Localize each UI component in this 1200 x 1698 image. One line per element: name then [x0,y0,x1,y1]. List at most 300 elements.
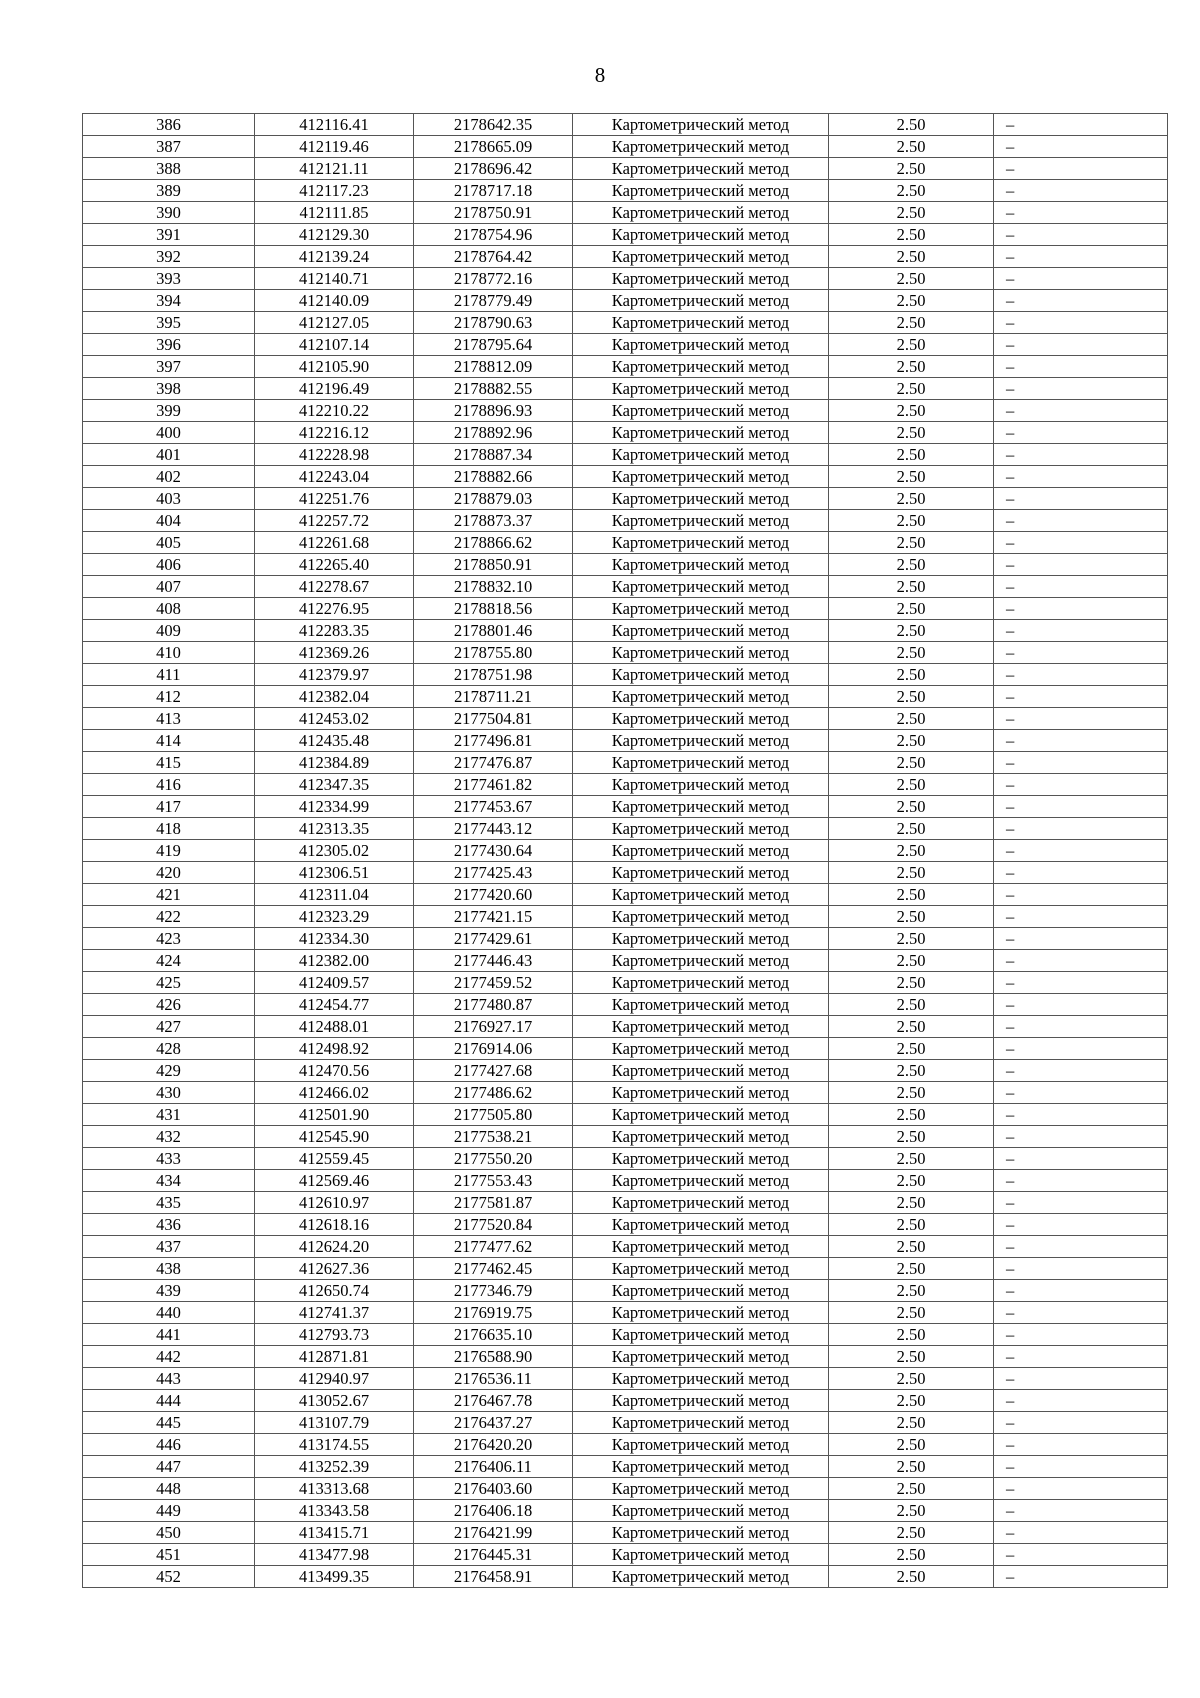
note-cell: – [994,1346,1168,1368]
method-cell: Картометрический метод [573,1170,829,1192]
method-cell: Картометрический метод [573,1214,829,1236]
y-coordinate-cell: 2177346.79 [414,1280,573,1302]
x-coordinate-cell: 413415.71 [255,1522,414,1544]
accuracy-cell: 2.50 [829,1280,994,1302]
point-number-cell: 420 [83,862,255,884]
table-row [83,1544,1168,1566]
method-cell: Картометрический метод [573,224,829,246]
point-number-cell: 443 [83,1368,255,1390]
point-number-cell: 438 [83,1258,255,1280]
point-number-cell: 404 [83,510,255,532]
method-cell: Картометрический метод [573,1346,829,1368]
x-coordinate-cell: 412334.99 [255,796,414,818]
method-cell: Картометрический метод [573,1104,829,1126]
note-cell: – [994,444,1168,466]
note-cell: – [994,1456,1168,1478]
accuracy-cell: 2.50 [829,180,994,202]
method-cell: Картометрический метод [573,356,829,378]
table-row [83,1500,1168,1522]
y-coordinate-cell: 2178832.10 [414,576,573,598]
y-coordinate-cell: 2176914.06 [414,1038,573,1060]
table-row [83,158,1168,180]
x-coordinate-cell: 412618.16 [255,1214,414,1236]
table-row [83,400,1168,422]
accuracy-cell: 2.50 [829,1434,994,1456]
table-row [83,774,1168,796]
point-number-cell: 414 [83,730,255,752]
x-coordinate-cell: 413252.39 [255,1456,414,1478]
x-coordinate-cell: 412435.48 [255,730,414,752]
note-cell: – [994,422,1168,444]
x-coordinate-cell: 412369.26 [255,642,414,664]
method-cell: Картометрический метод [573,400,829,422]
method-cell: Картометрический метод [573,378,829,400]
point-number-cell: 402 [83,466,255,488]
y-coordinate-cell: 2178896.93 [414,400,573,422]
accuracy-cell: 2.50 [829,1368,994,1390]
y-coordinate-cell: 2178764.42 [414,246,573,268]
x-coordinate-cell: 412261.68 [255,532,414,554]
table-row [83,290,1168,312]
point-number-cell: 408 [83,598,255,620]
table-row [83,620,1168,642]
method-cell: Картометрический метод [573,972,829,994]
note-cell: – [994,818,1168,840]
table-row [83,884,1168,906]
accuracy-cell: 2.50 [829,752,994,774]
method-cell: Картометрический метод [573,202,829,224]
y-coordinate-cell: 2178812.09 [414,356,573,378]
y-coordinate-cell: 2177461.82 [414,774,573,796]
y-coordinate-cell: 2176445.31 [414,1544,573,1566]
x-coordinate-cell: 412409.57 [255,972,414,994]
x-coordinate-cell: 412334.30 [255,928,414,950]
x-coordinate-cell: 412243.04 [255,466,414,488]
x-coordinate-cell: 413052.67 [255,1390,414,1412]
point-number-cell: 417 [83,796,255,818]
accuracy-cell: 2.50 [829,1016,994,1038]
method-cell: Картометрический метод [573,994,829,1016]
y-coordinate-cell: 2178882.66 [414,466,573,488]
x-coordinate-cell: 412117.23 [255,180,414,202]
y-coordinate-cell: 2176588.90 [414,1346,573,1368]
y-coordinate-cell: 2177505.80 [414,1104,573,1126]
y-coordinate-cell: 2177553.43 [414,1170,573,1192]
note-cell: – [994,1500,1168,1522]
table-row [83,1104,1168,1126]
point-number-cell: 434 [83,1170,255,1192]
method-cell: Картометрический метод [573,664,829,686]
accuracy-cell: 2.50 [829,334,994,356]
coordinates-table [82,113,1168,1588]
table-row [83,730,1168,752]
y-coordinate-cell: 2178866.62 [414,532,573,554]
accuracy-cell: 2.50 [829,686,994,708]
note-cell: – [994,158,1168,180]
accuracy-cell: 2.50 [829,972,994,994]
accuracy-cell: 2.50 [829,488,994,510]
table-row [83,268,1168,290]
method-cell: Картометрический метод [573,576,829,598]
point-number-cell: 435 [83,1192,255,1214]
x-coordinate-cell: 412382.04 [255,686,414,708]
method-cell: Картометрический метод [573,1280,829,1302]
accuracy-cell: 2.50 [829,642,994,664]
y-coordinate-cell: 2177550.20 [414,1148,573,1170]
accuracy-cell: 2.50 [829,950,994,972]
page-number: 8 [594,63,606,87]
note-cell: – [994,1302,1168,1324]
x-coordinate-cell: 412306.51 [255,862,414,884]
method-cell: Картометрический метод [573,466,829,488]
note-cell: – [994,1082,1168,1104]
y-coordinate-cell: 2178801.46 [414,620,573,642]
accuracy-cell: 2.50 [829,1500,994,1522]
y-coordinate-cell: 2177520.84 [414,1214,573,1236]
accuracy-cell: 2.50 [829,1126,994,1148]
point-number-cell: 411 [83,664,255,686]
y-coordinate-cell: 2177425.43 [414,862,573,884]
y-coordinate-cell: 2178642.35 [414,114,573,136]
accuracy-cell: 2.50 [829,598,994,620]
x-coordinate-cell: 412140.09 [255,290,414,312]
table-row [83,950,1168,972]
method-cell: Картометрический метод [573,1368,829,1390]
note-cell: – [994,928,1168,950]
method-cell: Картометрический метод [573,488,829,510]
y-coordinate-cell: 2176919.75 [414,1302,573,1324]
note-cell: – [994,378,1168,400]
accuracy-cell: 2.50 [829,928,994,950]
accuracy-cell: 2.50 [829,884,994,906]
note-cell: – [994,576,1168,598]
x-coordinate-cell: 412139.24 [255,246,414,268]
method-cell: Картометрический метод [573,818,829,840]
y-coordinate-cell: 2178750.91 [414,202,573,224]
x-coordinate-cell: 412311.04 [255,884,414,906]
table-body [83,114,1168,1588]
y-coordinate-cell: 2177486.62 [414,1082,573,1104]
accuracy-cell: 2.50 [829,356,994,378]
x-coordinate-cell: 412650.74 [255,1280,414,1302]
table-row [83,488,1168,510]
y-coordinate-cell: 2176420.20 [414,1434,573,1456]
point-number-cell: 416 [83,774,255,796]
note-cell: – [994,202,1168,224]
method-cell: Картометрический метод [573,444,829,466]
point-number-cell: 452 [83,1566,255,1588]
x-coordinate-cell: 412466.02 [255,1082,414,1104]
point-number-cell: 401 [83,444,255,466]
y-coordinate-cell: 2178892.96 [414,422,573,444]
note-cell: – [994,1170,1168,1192]
point-number-cell: 390 [83,202,255,224]
x-coordinate-cell: 412610.97 [255,1192,414,1214]
y-coordinate-cell: 2178879.03 [414,488,573,510]
table-row [83,818,1168,840]
y-coordinate-cell: 2176927.17 [414,1016,573,1038]
method-cell: Картометрический метод [573,708,829,730]
method-cell: Картометрический метод [573,752,829,774]
note-cell: – [994,642,1168,664]
y-coordinate-cell: 2177443.12 [414,818,573,840]
point-number-cell: 409 [83,620,255,642]
method-cell: Картометрический метод [573,1258,829,1280]
note-cell: – [994,1434,1168,1456]
note-cell: – [994,466,1168,488]
table-row [83,796,1168,818]
y-coordinate-cell: 2178818.56 [414,598,573,620]
accuracy-cell: 2.50 [829,1302,994,1324]
accuracy-cell: 2.50 [829,796,994,818]
table-row [83,1258,1168,1280]
point-number-cell: 432 [83,1126,255,1148]
point-number-cell: 442 [83,1346,255,1368]
method-cell: Картометрический метод [573,1060,829,1082]
point-number-cell: 413 [83,708,255,730]
accuracy-cell: 2.50 [829,202,994,224]
table-row [83,312,1168,334]
method-cell: Картометрический метод [573,246,829,268]
accuracy-cell: 2.50 [829,1082,994,1104]
point-number-cell: 423 [83,928,255,950]
accuracy-cell: 2.50 [829,774,994,796]
y-coordinate-cell: 2178873.37 [414,510,573,532]
table-row [83,928,1168,950]
note-cell: – [994,906,1168,928]
point-number-cell: 398 [83,378,255,400]
y-coordinate-cell: 2178850.91 [414,554,573,576]
y-coordinate-cell: 2178795.64 [414,334,573,356]
accuracy-cell: 2.50 [829,576,994,598]
table-row [83,532,1168,554]
note-cell: – [994,1412,1168,1434]
x-coordinate-cell: 412569.46 [255,1170,414,1192]
x-coordinate-cell: 412210.22 [255,400,414,422]
table-row [83,1016,1168,1038]
method-cell: Картометрический метод [573,642,829,664]
method-cell: Картометрический метод [573,334,829,356]
y-coordinate-cell: 2176421.99 [414,1522,573,1544]
table-row [83,708,1168,730]
accuracy-cell: 2.50 [829,730,994,752]
x-coordinate-cell: 412382.00 [255,950,414,972]
x-coordinate-cell: 412545.90 [255,1126,414,1148]
x-coordinate-cell: 412129.30 [255,224,414,246]
note-cell: – [994,1566,1168,1588]
method-cell: Картометрический метод [573,1324,829,1346]
accuracy-cell: 2.50 [829,840,994,862]
x-coordinate-cell: 413343.58 [255,1500,414,1522]
y-coordinate-cell: 2178717.18 [414,180,573,202]
method-cell: Картометрический метод [573,1500,829,1522]
table-row [83,1412,1168,1434]
table-row [83,1236,1168,1258]
y-coordinate-cell: 2177538.21 [414,1126,573,1148]
x-coordinate-cell: 412121.11 [255,158,414,180]
method-cell: Картометрический метод [573,180,829,202]
table-row [83,994,1168,1016]
point-number-cell: 441 [83,1324,255,1346]
method-cell: Картометрический метод [573,1192,829,1214]
table-row [83,1566,1168,1588]
note-cell: – [994,1192,1168,1214]
table-row [83,180,1168,202]
method-cell: Картометрический метод [573,1390,829,1412]
point-number-cell: 424 [83,950,255,972]
note-cell: – [994,400,1168,422]
accuracy-cell: 2.50 [829,1236,994,1258]
note-cell: – [994,994,1168,1016]
method-cell: Картометрический метод [573,774,829,796]
accuracy-cell: 2.50 [829,1522,994,1544]
accuracy-cell: 2.50 [829,1390,994,1412]
accuracy-cell: 2.50 [829,1258,994,1280]
y-coordinate-cell: 2177476.87 [414,752,573,774]
note-cell: – [994,1126,1168,1148]
point-number-cell: 406 [83,554,255,576]
y-coordinate-cell: 2176635.10 [414,1324,573,1346]
method-cell: Картометрический метод [573,1126,829,1148]
accuracy-cell: 2.50 [829,400,994,422]
table-row [83,554,1168,576]
point-number-cell: 450 [83,1522,255,1544]
x-coordinate-cell: 412488.01 [255,1016,414,1038]
x-coordinate-cell: 412624.20 [255,1236,414,1258]
method-cell: Картометрический метод [573,532,829,554]
method-cell: Картометрический метод [573,554,829,576]
method-cell: Картометрический метод [573,950,829,972]
note-cell: – [994,796,1168,818]
accuracy-cell: 2.50 [829,1478,994,1500]
y-coordinate-cell: 2177453.67 [414,796,573,818]
y-coordinate-cell: 2177459.52 [414,972,573,994]
x-coordinate-cell: 412216.12 [255,422,414,444]
x-coordinate-cell: 412470.56 [255,1060,414,1082]
x-coordinate-cell: 412251.76 [255,488,414,510]
note-cell: – [994,862,1168,884]
point-number-cell: 415 [83,752,255,774]
method-cell: Картометрический метод [573,1082,829,1104]
table-row [83,356,1168,378]
note-cell: – [994,1544,1168,1566]
note-cell: – [994,312,1168,334]
point-number-cell: 426 [83,994,255,1016]
y-coordinate-cell: 2178887.34 [414,444,573,466]
note-cell: – [994,1390,1168,1412]
note-cell: – [994,972,1168,994]
y-coordinate-cell: 2178696.42 [414,158,573,180]
note-cell: – [994,1324,1168,1346]
table-row [83,972,1168,994]
table-row [83,224,1168,246]
x-coordinate-cell: 412454.77 [255,994,414,1016]
y-coordinate-cell: 2178754.96 [414,224,573,246]
method-cell: Картометрический метод [573,1522,829,1544]
note-cell: – [994,1236,1168,1258]
y-coordinate-cell: 2177480.87 [414,994,573,1016]
x-coordinate-cell: 412384.89 [255,752,414,774]
point-number-cell: 395 [83,312,255,334]
table-row [83,752,1168,774]
y-coordinate-cell: 2177421.15 [414,906,573,928]
point-number-cell: 391 [83,224,255,246]
note-cell: – [994,510,1168,532]
method-cell: Картометрический метод [573,1478,829,1500]
point-number-cell: 397 [83,356,255,378]
note-cell: – [994,1258,1168,1280]
table-row [83,1522,1168,1544]
accuracy-cell: 2.50 [829,378,994,400]
point-number-cell: 451 [83,1544,255,1566]
accuracy-cell: 2.50 [829,422,994,444]
accuracy-cell: 2.50 [829,158,994,180]
accuracy-cell: 2.50 [829,818,994,840]
note-cell: – [994,1522,1168,1544]
accuracy-cell: 2.50 [829,1148,994,1170]
accuracy-cell: 2.50 [829,1566,994,1588]
table-row [83,642,1168,664]
x-coordinate-cell: 413499.35 [255,1566,414,1588]
x-coordinate-cell: 412793.73 [255,1324,414,1346]
note-cell: – [994,554,1168,576]
point-number-cell: 439 [83,1280,255,1302]
method-cell: Картометрический метод [573,928,829,950]
y-coordinate-cell: 2176437.27 [414,1412,573,1434]
table-row [83,862,1168,884]
x-coordinate-cell: 412347.35 [255,774,414,796]
x-coordinate-cell: 412940.97 [255,1368,414,1390]
x-coordinate-cell: 412501.90 [255,1104,414,1126]
note-cell: – [994,246,1168,268]
table-row [83,1390,1168,1412]
method-cell: Картометрический метод [573,1148,829,1170]
y-coordinate-cell: 2177496.81 [414,730,573,752]
accuracy-cell: 2.50 [829,312,994,334]
method-cell: Картометрический метод [573,290,829,312]
x-coordinate-cell: 412116.41 [255,114,414,136]
point-number-cell: 410 [83,642,255,664]
accuracy-cell: 2.50 [829,1060,994,1082]
accuracy-cell: 2.50 [829,510,994,532]
point-number-cell: 412 [83,686,255,708]
note-cell: – [994,1214,1168,1236]
x-coordinate-cell: 412127.05 [255,312,414,334]
y-coordinate-cell: 2178790.63 [414,312,573,334]
table-row [83,686,1168,708]
point-number-cell: 392 [83,246,255,268]
table-row [83,378,1168,400]
x-coordinate-cell: 413174.55 [255,1434,414,1456]
point-number-cell: 419 [83,840,255,862]
point-number-cell: 429 [83,1060,255,1082]
note-cell: – [994,224,1168,246]
table-row [83,1192,1168,1214]
accuracy-cell: 2.50 [829,1544,994,1566]
table-row [83,906,1168,928]
table-row [83,1038,1168,1060]
accuracy-cell: 2.50 [829,268,994,290]
point-number-cell: 407 [83,576,255,598]
point-number-cell: 427 [83,1016,255,1038]
method-cell: Картометрический метод [573,906,829,928]
point-number-cell: 425 [83,972,255,994]
method-cell: Картометрический метод [573,686,829,708]
y-coordinate-cell: 2178772.16 [414,268,573,290]
table-row [83,422,1168,444]
accuracy-cell: 2.50 [829,554,994,576]
table-row [83,114,1168,136]
